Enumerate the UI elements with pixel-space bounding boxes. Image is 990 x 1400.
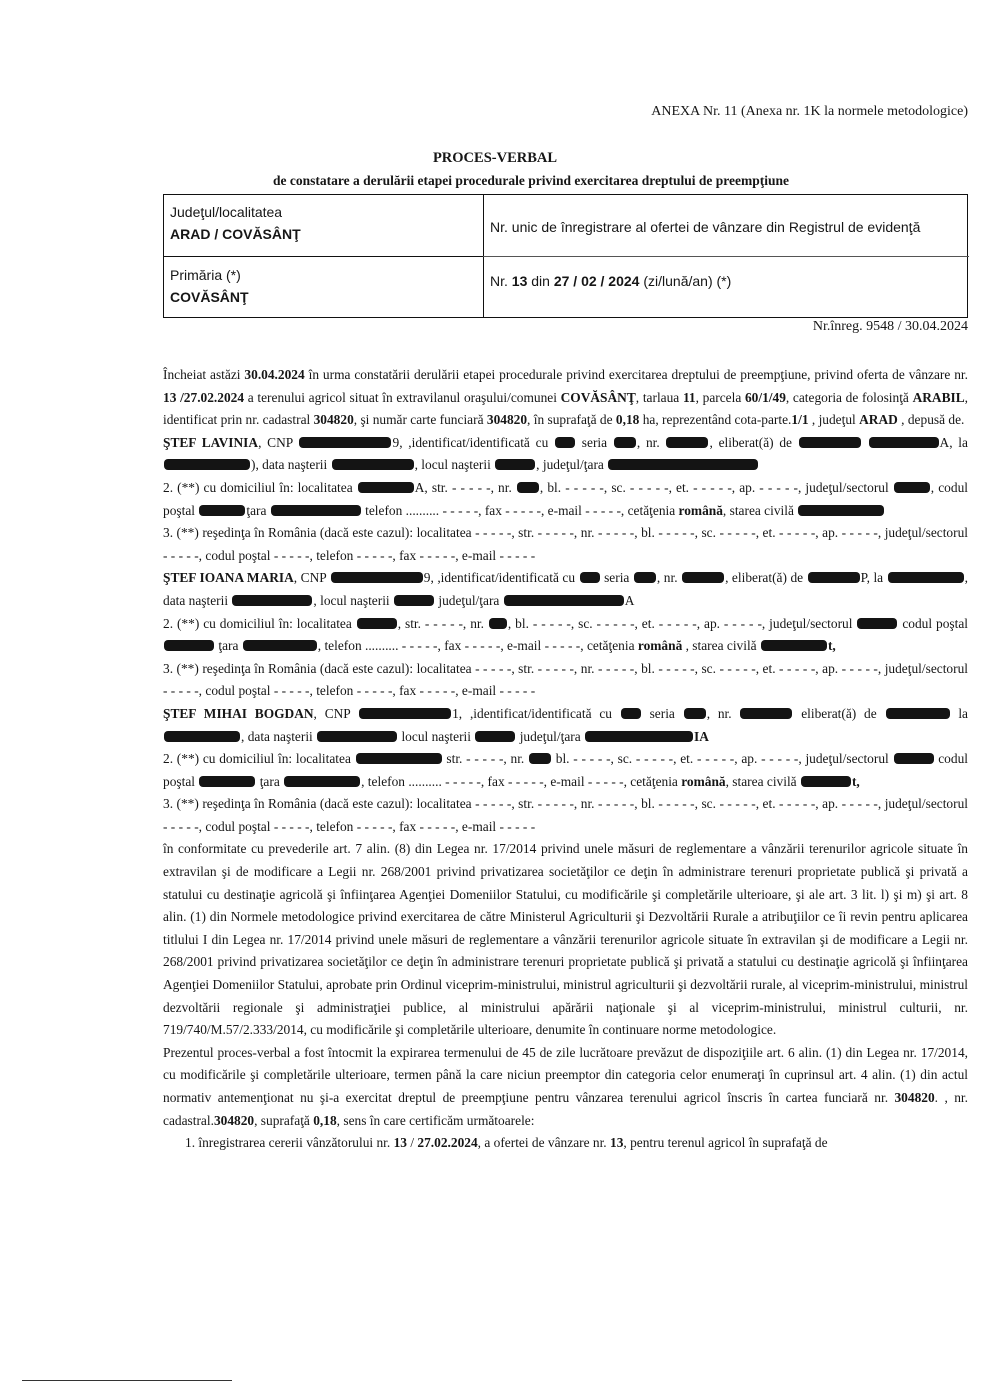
text-run: 1 — [452, 705, 459, 721]
text-run: seria — [600, 570, 633, 586]
county-label: Judeţul/localitatea — [170, 204, 283, 220]
bold-text: 1/1 — [791, 412, 809, 428]
bold-text: română — [681, 773, 726, 789]
table-divider-right — [483, 256, 969, 257]
text-run: în urma constatării derulării etapei procedurale privind exercitarea dreptului de preempţiune, privind oferta de vânzare nr. — [304, 367, 968, 382]
document-subtitle: de constatare a derulării etapei procedurale privind exercitarea dreptului de preempţiune — [273, 173, 789, 188]
person-residence-2: 3. (**) reşedinţa în România (dacă este cazul): localitatea - - - - -, str. - - - - -, nr. - - - - -, bl. - - - - -, sc. - - - - -, et. - - - - -, ap. - - - - -, judeţul/sectorul - - - - -, codul poştal - - - - -, telefon - - - - -, fax - - - - -, e-mail - - - - - — [163, 660, 968, 699]
text-run: , locul naşterii — [313, 592, 394, 608]
registration-number: Nr.înreg. 9548 / 30.04.2024 — [812, 319, 968, 334]
redaction-mark — [517, 482, 539, 493]
person-block-3 — [163, 703, 968, 748]
list-item — [163, 1132, 968, 1155]
header-table — [163, 194, 968, 318]
text-run: , tarlaua — [635, 389, 683, 405]
redaction-mark — [271, 505, 361, 516]
text-run: , pentru terenul agricol în suprafaţă de — [623, 1135, 828, 1151]
redaction-mark — [232, 595, 312, 606]
person-block-1 — [163, 432, 968, 477]
bold-text: 60/1/49 — [744, 389, 786, 405]
offer-date: 27 / 02 / 2024 — [553, 273, 640, 289]
text-run: , a ofertei de vânzare nr. — [477, 1135, 610, 1151]
text-run: , judeţul — [808, 412, 860, 428]
redaction-mark — [489, 618, 507, 629]
text-run: , nr. — [706, 705, 740, 721]
bold-text: română — [678, 502, 723, 518]
legal-basis-paragraph: în conformitate cu prevederile art. 7 alin. (8) din Legea nr. 17/2014 privind unele măsuri de reglementare a vânzării terenurilor agricole situate în extravilan şi de modificare a Legii nr. 268/2001 privind privatizarea societăţilor ce deţin în administrare terenuri proprietate publică şi privată a statului cu destinaţie agricolă şi înfiinţarea Agenţiei Domeniilor Statului, cu modificările şi completările ulterioare, şi ale art. 3 lit. l) şi m) şi art. 8 alin. (1) din Normele metodologice privind exercitarea de către Ministerul Agriculturii şi Dezvoltării Rurale a atribuţiilor ce îi revin pentru aplicarea titlului I din Legea nr. 17/2014 privind unele măsuri de reglementare a vânzării terenurilor agricole situate în extravilan şi de modificare a Legii nr. 268/2001 privind privatizarea societăţilor ce deţin în administrare terenuri proprietate publică şi privată a statului cu destinaţie agricolă şi înfiinţarea Agenţiei Domeniilor Statului, aprobate prin Ordinul viceprim-ministrului, ministrul agriculturii şi dezvoltării rurale, al viceprim-ministrului, ministrul dezvoltării regionale şi administraţiei publice, al ministrului apărării naţionale şi al viceprim-ministrului, ministrul culturii, nr. 719/740/M.57/2.333/2014, cu modificările şi completările ulterioare, denumite în continuare norme metodologice. — [163, 841, 968, 1038]
redaction-mark — [682, 572, 724, 583]
text-run: , CNP — [293, 570, 330, 586]
person-domicile-1 — [163, 477, 968, 522]
offer-number: 13 — [511, 273, 528, 289]
text-run: 9 — [423, 570, 431, 586]
text-run: , data naşterii — [163, 570, 968, 608]
intro-paragraph — [163, 364, 968, 432]
closing-paragraph — [163, 1042, 968, 1132]
text-run: ţara — [215, 638, 242, 654]
redaction-mark — [580, 572, 600, 583]
person-domicile-3 — [163, 748, 968, 793]
text-run: , identificat prin nr. cadastral — [163, 389, 969, 428]
text-run: , locul naşterii — [414, 457, 495, 473]
text-run: 2. (**) cu domiciliul în: localitatea — [163, 479, 357, 495]
text-run: , data naşterii — [241, 728, 317, 744]
text-run: , CNP — [313, 705, 359, 721]
person-residence-3: 3. (**) reşedinţa în România (dacă este cazul): localitatea - - - - -, str. - - - - -, nr. - - - - -, bl. - - - - -, sc. - - - - -, et. - - - - -, ap. - - - - -, judeţul/sectorul - - - - -, codul poştal - - - - -, telefon - - - - -, fax - - - - -, e-mail - - - - - — [163, 796, 968, 834]
text-run: . , nr. cadastral. — [163, 1090, 968, 1128]
text-run: ), data naşterii — [251, 457, 331, 473]
text-run: 2. (**) cu domiciliul în: localitatea — [163, 751, 355, 767]
redaction-mark — [608, 459, 758, 470]
text-run: , CNP — [258, 434, 299, 450]
bold-text: 13 — [610, 1135, 624, 1151]
redaction-mark — [894, 482, 930, 493]
text-run: seria — [641, 705, 683, 721]
redaction-mark — [495, 459, 535, 470]
person-domicile-2 — [163, 613, 968, 658]
text-run: , depusă de. — [897, 412, 965, 428]
redaction-mark — [284, 776, 360, 787]
redaction-mark — [529, 753, 551, 764]
text-run: , parcela — [695, 389, 745, 405]
redaction-mark — [886, 708, 950, 719]
bold-text: 13 — [393, 1135, 407, 1151]
redaction-mark — [761, 640, 827, 651]
text-run: , starea civilă — [722, 502, 798, 518]
redaction-mark — [164, 731, 240, 742]
text-run: , ,identificat/identificată cu — [399, 434, 555, 450]
redaction-mark — [555, 437, 575, 448]
text-run: ha, reprezentând cota-parte. — [639, 412, 792, 428]
text-run: bl. - - - - -, sc. - - - - -, et. - - - - -, ap. - - - - -, judeţul/sectorul — [552, 751, 893, 767]
registry-label: Nr. unic de înregistrare al ofertei de vânzare din Registrul de evidenţă — [490, 219, 921, 235]
text-run: A, str. - - - - -, nr. — [414, 479, 516, 495]
redaction-mark — [358, 482, 414, 493]
redaction-mark — [857, 618, 897, 629]
text-run: , starea civilă — [725, 773, 800, 789]
bold-text: 304820 — [894, 1090, 935, 1105]
person-name: ŞTEF IOANA MARIA — [163, 570, 294, 586]
text-run: codul poştal — [898, 615, 968, 631]
text-run: la — [950, 705, 968, 721]
annex-reference: ANEXA Nr. 11 (Anexa nr. 1K la normele metodologice) — [651, 104, 968, 119]
redaction-mark — [869, 437, 939, 448]
person-block-2 — [163, 567, 968, 612]
redaction-mark — [614, 437, 636, 448]
redaction-mark — [332, 459, 414, 470]
text-run: , codul poştal — [163, 479, 968, 518]
text-run: A — [624, 592, 635, 608]
text-run: judeţul/ţara — [435, 592, 503, 608]
text-run: , nr. — [656, 570, 682, 586]
bold-text: 304820 — [213, 1112, 255, 1128]
offer-number-line: Nr. 13 din 27 / 02 / 2024 (zi/lună/an) (*) — [490, 273, 732, 289]
text-run: Prezentul proces-verbal a fost întocmit la expirarea termenului de 45 de zile lucrătoare prevăzut de dispoziţiile art. 6 alin. (1) din Legea nr. 17/2014, cu modificările şi completările ulterioare, termen până la care niciun preemptor din categoria celor enumeraţi în cuprinsul art. 4 alin. (1) din actul normativ antemenţionat nu şi-a exercitat dreptul de preempţiune pentru vânzarea terenului agricol înscris în cartea funciară nr. — [163, 1044, 968, 1105]
bold-text: 304820 — [486, 412, 528, 428]
bold-text: 0,18 — [615, 412, 640, 428]
text-run: , str. - - - - -, nr. — [397, 615, 488, 631]
document-title: PROCES-VERBAL — [432, 150, 558, 166]
redaction-mark — [164, 459, 250, 470]
redaction-mark — [359, 708, 451, 719]
text-run: 9 — [392, 434, 400, 450]
county-value: ARAD / COVĂSÂNŢ — [170, 226, 301, 242]
text-run: , telefon .......... - - - - -, fax - - - - -, e-mail - - - - -, cetăţenia — [317, 638, 638, 654]
redaction-mark — [798, 505, 884, 516]
bold-text: 27.02.2024 — [417, 1135, 478, 1151]
town-hall-value: COVĂSÂNŢ — [170, 289, 249, 305]
redaction-mark — [808, 572, 860, 583]
text-run: , bl. - - - - -, sc. - - - - -, et. - - - - -, ap. - - - - -, judeţul/sectorul — [507, 615, 857, 631]
redaction-mark — [356, 753, 442, 764]
bold-text: 304820 — [313, 412, 354, 428]
bold-text: ARAD — [859, 412, 898, 428]
text-run: ţara — [246, 502, 270, 518]
redaction-mark — [740, 708, 792, 719]
text-run: , eliberat(ă) de — [725, 570, 807, 586]
redaction-mark — [199, 505, 245, 516]
redaction-mark — [164, 640, 214, 651]
text-run: , suprafaţă — [254, 1112, 314, 1128]
bold-text: t, — [851, 773, 860, 789]
text-run: ţara — [256, 773, 284, 789]
text-run: 1. înregistrarea cererii vânzătorului nr. — [185, 1135, 394, 1151]
bold-text: ARABIL — [912, 389, 965, 405]
text-run: , ,identificat/identificată cu — [430, 570, 579, 586]
text-run: , şi număr carte funciară — [353, 412, 487, 428]
redaction-mark — [299, 437, 391, 448]
text-run: judeţul/ţara — [516, 728, 585, 744]
bold-text: IA — [694, 728, 709, 744]
county-cell — [170, 201, 301, 245]
table-divider-left — [164, 256, 483, 257]
text-run: , eliberat(ă) de — [709, 434, 798, 450]
text-run: codul poştal — [163, 751, 968, 789]
text-run: 2. (**) cu domiciliul în: localitatea — [163, 615, 356, 631]
redaction-mark — [585, 731, 693, 742]
text-run: str. - - - - -, nr. — [442, 751, 529, 767]
text-run: Încheiat astăzi — [163, 367, 245, 382]
text-run: a terenului agricol situat în extravilanul oraşului/comunei — [244, 389, 561, 405]
text-run: P, la — [860, 570, 887, 586]
bold-text: 13 /27.02.2024 — [163, 389, 245, 405]
redaction-mark — [331, 572, 423, 583]
redaction-mark — [317, 731, 397, 742]
bold-text: română — [637, 638, 683, 654]
text-run: , telefon .......... - - - - -, fax - - - - -, e-mail - - - - -, cetăţenia — [361, 773, 682, 789]
text-run: seria — [576, 434, 613, 450]
text-run: telefon .......... - - - - -, fax - - - - -, e-mail - - - - -, cetăţenia — [361, 502, 679, 518]
text-run: , categoria de folosinţă — [785, 389, 913, 405]
redaction-mark — [504, 595, 624, 606]
text-run: , în suprafaţă de — [527, 412, 616, 428]
town-hall-cell — [170, 264, 249, 308]
redaction-mark — [394, 595, 434, 606]
redaction-mark — [243, 640, 317, 651]
redaction-mark — [199, 776, 255, 787]
redaction-mark — [801, 776, 851, 787]
bold-text: 30.04.2024 — [244, 367, 305, 382]
text-run: , judeţul/ţara — [536, 457, 608, 473]
text-run: A, la — [939, 434, 968, 450]
bold-text: COVĂSÂNŢ — [560, 389, 636, 405]
person-name: ŞTEF LAVINIA — [163, 434, 259, 450]
redaction-mark — [621, 708, 641, 719]
redaction-mark — [666, 437, 708, 448]
redaction-mark — [475, 731, 515, 742]
redaction-mark — [634, 572, 656, 583]
redaction-mark — [894, 753, 934, 764]
bold-text: 0,18 — [313, 1112, 337, 1128]
redaction-mark — [357, 618, 397, 629]
bold-text: t, — [827, 638, 836, 654]
person-residence-1: 3. (**) reşedinţa în România (dacă este cazul): localitatea - - - - -, str. - - - - -, nr. - - - - -, bl. - - - - -, sc. - - - - -, et. - - - - -, ap. - - - - -, judeţul/sectorul - - - - -, codul poştal - - - - -, telefon - - - - -, fax - - - - -, e-mail - - - - - — [163, 525, 968, 563]
text-run: eliberat(ă) de — [793, 705, 885, 721]
text-run: locul naşterii — [398, 728, 475, 744]
footnote-separator — [22, 1380, 232, 1381]
text-run: , sens în care certificăm următoarele: — [336, 1112, 535, 1128]
bold-text: 11 — [682, 389, 696, 405]
document-body — [163, 364, 968, 1155]
redaction-mark — [684, 708, 706, 719]
text-run: , bl. - - - - -, sc. - - - - -, et. - - - - -, ap. - - - - -, judeţul/sectorul — [539, 479, 893, 495]
text-run: / — [406, 1135, 418, 1151]
town-hall-label: Primăria (*) — [170, 267, 241, 283]
person-name: ŞTEF MIHAI BOGDAN — [163, 705, 314, 721]
text-run: , ,identificat/identificată cu — [458, 705, 620, 721]
redaction-mark — [799, 437, 861, 448]
text-run: , starea civilă — [682, 638, 760, 654]
redaction-mark — [888, 572, 964, 583]
text-run: , nr. — [636, 434, 666, 450]
